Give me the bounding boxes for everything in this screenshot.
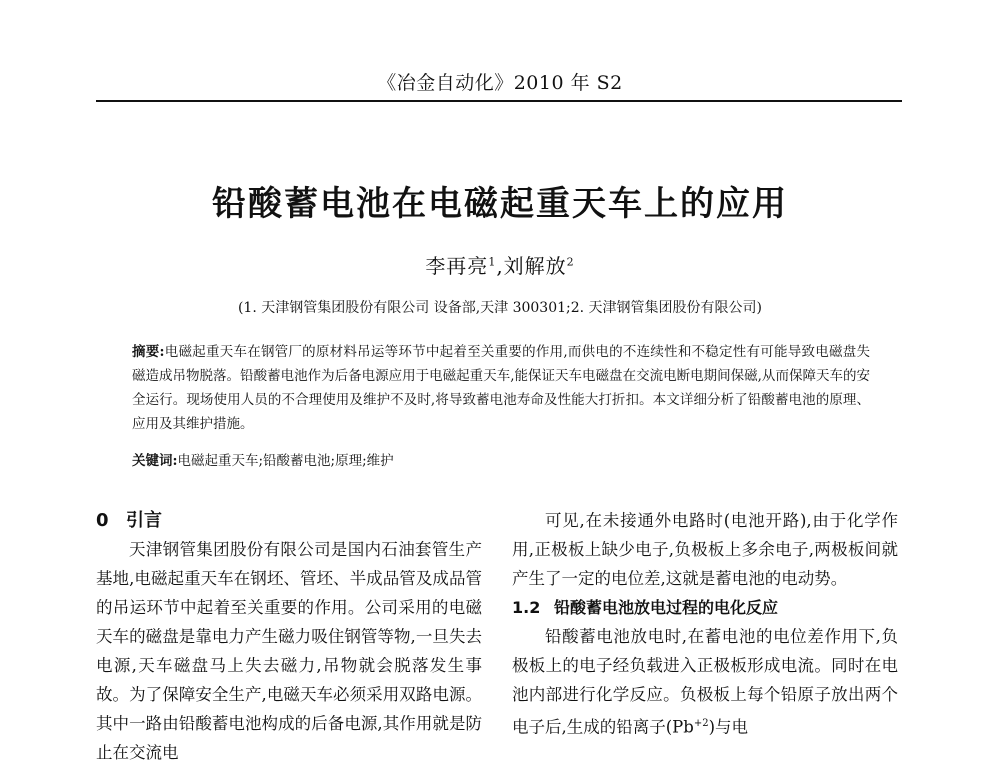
abstract-text: 电磁起重天车在钢管厂的原材料吊运等环节中起着至关重要的作用,而供电的不连续性和不稳定性有可能导致电磁盘失磁造成吊物脱落。铅酸蓄电池作为后备电源应用于电磁起重天车,能保证天车电磁盘在交流电断电期间保磁,从而保障天车的安全运行。现场使用人员的不合理使用及维护不及时,将导致蓄电池寿命及性能大打折扣。本文详细分析了铅酸蓄电池的原理、应用及其维护措施。 [132, 344, 871, 432]
authors [0, 250, 1000, 279]
abstract [132, 340, 870, 436]
keywords-label: 关键词: [132, 453, 178, 469]
right-column [512, 506, 898, 742]
keywords [132, 450, 870, 472]
affiliation: (1. 天津钢管集团股份有限公司 设备部,天津 300301;2. 天津钢管集团股份有限公司) [237, 300, 763, 316]
emf-paragraph: 可见,在未接通外电路时(电池开路),由于化学作用,正极板上缺少电子,负极板上多余电子,两极板间就产生了一定的电位差,这就是蓄电池的电动势。 [512, 511, 898, 588]
author-separator: , [496, 254, 504, 278]
subsection-title: 铅酸蓄电池放电过程的电化反应 [554, 598, 779, 617]
author-2: 刘解放 [503, 254, 567, 278]
author-1: 李再亮 [425, 254, 489, 278]
paper-title: 铅酸蓄电池在电磁起重天车上的应用 [212, 184, 788, 224]
header-rule [96, 100, 902, 102]
running-head: 《冶金自动化》2010 年 S2 [377, 72, 623, 94]
discharge-text: 铅酸蓄电池放电时,在蓄电池的电位差作用下,负极板上的电子经负载进入正极板形成电流。同时在电池内部进行化学反应。负极板上每个铅原子放出两个电子后,生成的铅离子(Pb [512, 627, 898, 737]
left-column [96, 506, 482, 767]
keywords-text: 电磁起重天车;铅酸蓄电池;原理;维护 [177, 453, 394, 469]
section-number: 0 [96, 510, 109, 531]
section-heading-1-2 [512, 593, 898, 622]
intro-paragraph: 天津钢管集团股份有限公司是国内石油套管生产基地,电磁起重天车在钢坯、管坯、半成品管及成品管的吊运环节中起着至关重要的作用。公司采用的电磁天车的磁盘是靠电力产生磁力吸住钢管等物,一旦失去电源,天车磁盘马上失去磁力,吊物就会脱落发生事故。为了保障安全生产,电磁天车必须采用双路电源。其中一路由铅酸蓄电池构成的后备电源,其作用就是防止在交流电 [96, 540, 482, 762]
section-heading-intro [96, 506, 482, 535]
section-title: 引言 [126, 510, 162, 531]
abstract-label: 摘要: [132, 344, 165, 360]
author-2-mark: 2 [566, 255, 575, 269]
discharge-paragraph [512, 622, 898, 742]
discharge-text-end: )与电 [708, 717, 749, 737]
author-1-mark: 1 [488, 255, 497, 269]
subsection-number: 1.2 [512, 598, 541, 617]
ion-charge: +2 [693, 718, 709, 729]
